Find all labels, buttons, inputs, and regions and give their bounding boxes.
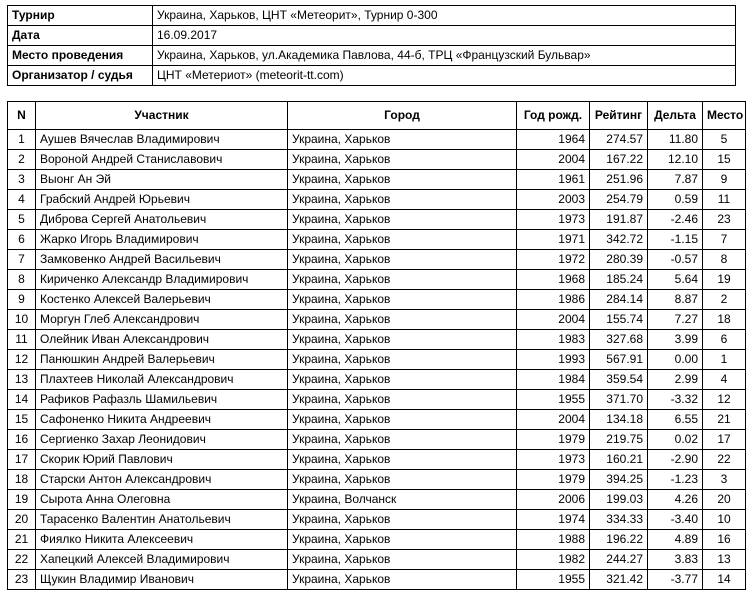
cell-participant: Рафиков Рафазль Шамильевич <box>36 390 288 410</box>
cell-participant: Щукин Владимир Иванович <box>36 570 288 590</box>
tournament-info-table <box>7 5 736 86</box>
table-row <box>8 170 746 190</box>
cell-number: 16 <box>8 430 36 450</box>
cell-birth-year: 1961 <box>517 170 590 190</box>
cell-participant: Моргун Глеб Александрович <box>36 310 288 330</box>
table-row <box>8 390 746 410</box>
info-value: Украина, Харьков, ул.Академика Павлова, 44-б, ТРЦ «Французский Бульвар» <box>153 46 736 66</box>
cell-number: 4 <box>8 190 36 210</box>
table-row <box>8 510 746 530</box>
cell-delta: 2.99 <box>648 370 703 390</box>
col-header-city: Город <box>288 102 517 130</box>
info-label: Турнир <box>8 6 153 26</box>
info-row <box>8 6 736 26</box>
cell-city: Украина, Харьков <box>288 190 517 210</box>
cell-participant: Плахтеев Николай Александрович <box>36 370 288 390</box>
cell-participant: Вороной Андрей Станиславович <box>36 150 288 170</box>
cell-delta: 4.89 <box>648 530 703 550</box>
cell-city: Украина, Харьков <box>288 290 517 310</box>
col-header-n: N <box>8 102 36 130</box>
cell-rating: 254.79 <box>590 190 648 210</box>
cell-city: Украина, Харьков <box>288 390 517 410</box>
cell-city: Украина, Харьков <box>288 130 517 150</box>
cell-birth-year: 2004 <box>517 150 590 170</box>
cell-place: 5 <box>703 130 746 150</box>
cell-city: Украина, Харьков <box>288 470 517 490</box>
cell-rating: 284.14 <box>590 290 648 310</box>
cell-birth-year: 2006 <box>517 490 590 510</box>
cell-number: 14 <box>8 390 36 410</box>
cell-place: 22 <box>703 450 746 470</box>
cell-birth-year: 1979 <box>517 430 590 450</box>
cell-birth-year: 1968 <box>517 270 590 290</box>
cell-number: 1 <box>8 130 36 150</box>
cell-rating: 280.39 <box>590 250 648 270</box>
cell-rating: 160.21 <box>590 450 648 470</box>
cell-delta: -3.77 <box>648 570 703 590</box>
cell-place: 18 <box>703 310 746 330</box>
cell-birth-year: 1973 <box>517 450 590 470</box>
cell-delta: 0.00 <box>648 350 703 370</box>
cell-birth-year: 1986 <box>517 290 590 310</box>
cell-city: Украина, Харьков <box>288 570 517 590</box>
cell-delta: 0.02 <box>648 430 703 450</box>
cell-number: 22 <box>8 550 36 570</box>
cell-number: 19 <box>8 490 36 510</box>
col-header-rating: Рейтинг <box>590 102 648 130</box>
cell-number: 21 <box>8 530 36 550</box>
cell-participant: Сырота Анна Олеговна <box>36 490 288 510</box>
table-row <box>8 150 746 170</box>
table-row <box>8 470 746 490</box>
cell-rating: 342.72 <box>590 230 648 250</box>
results-table <box>7 101 746 590</box>
cell-birth-year: 2004 <box>517 410 590 430</box>
cell-delta: 5.64 <box>648 270 703 290</box>
results-header <box>8 102 746 130</box>
cell-birth-year: 1974 <box>517 510 590 530</box>
cell-birth-year: 2004 <box>517 310 590 330</box>
cell-place: 21 <box>703 410 746 430</box>
table-row <box>8 290 746 310</box>
cell-place: 20 <box>703 490 746 510</box>
cell-delta: 0.59 <box>648 190 703 210</box>
cell-participant: Тарасенко Валентин Анатольевич <box>36 510 288 530</box>
cell-rating: 199.03 <box>590 490 648 510</box>
info-row <box>8 46 736 66</box>
cell-rating: 196.22 <box>590 530 648 550</box>
table-row <box>8 270 746 290</box>
cell-birth-year: 1982 <box>517 550 590 570</box>
cell-place: 16 <box>703 530 746 550</box>
cell-city: Украина, Харьков <box>288 350 517 370</box>
cell-city: Украина, Харьков <box>288 510 517 530</box>
cell-place: 12 <box>703 390 746 410</box>
cell-place: 19 <box>703 270 746 290</box>
cell-delta: 3.99 <box>648 330 703 350</box>
cell-place: 2 <box>703 290 746 310</box>
info-value: Украина, Харьков, ЦНТ «Метеорит», Турнир 0-300 <box>153 6 736 26</box>
header-row <box>8 102 746 130</box>
cell-number: 2 <box>8 150 36 170</box>
cell-number: 10 <box>8 310 36 330</box>
cell-delta: -1.23 <box>648 470 703 490</box>
cell-delta: -0.57 <box>648 250 703 270</box>
table-row <box>8 450 746 470</box>
cell-participant: Сафоненко Никита Андреевич <box>36 410 288 430</box>
col-header-year: Год рожд. <box>517 102 590 130</box>
cell-birth-year: 1984 <box>517 370 590 390</box>
cell-city: Украина, Харьков <box>288 430 517 450</box>
info-row <box>8 66 736 86</box>
cell-birth-year: 2003 <box>517 190 590 210</box>
table-row <box>8 550 746 570</box>
cell-place: 7 <box>703 230 746 250</box>
cell-place: 10 <box>703 510 746 530</box>
cell-rating: 134.18 <box>590 410 648 430</box>
cell-rating: 371.70 <box>590 390 648 410</box>
cell-place: 1 <box>703 350 746 370</box>
cell-place: 8 <box>703 250 746 270</box>
cell-rating: 334.33 <box>590 510 648 530</box>
cell-place: 4 <box>703 370 746 390</box>
cell-participant: Панюшкин Андрей Валерьевич <box>36 350 288 370</box>
cell-city: Украина, Харьков <box>288 210 517 230</box>
cell-birth-year: 1993 <box>517 350 590 370</box>
cell-number: 9 <box>8 290 36 310</box>
col-header-place: Место <box>703 102 746 130</box>
cell-birth-year: 1964 <box>517 130 590 150</box>
cell-city: Украина, Харьков <box>288 410 517 430</box>
cell-city: Украина, Волчанск <box>288 490 517 510</box>
cell-rating: 191.87 <box>590 210 648 230</box>
cell-city: Украина, Харьков <box>288 310 517 330</box>
table-row <box>8 210 746 230</box>
tournament-info-body <box>8 6 736 86</box>
col-header-name: Участник <box>36 102 288 130</box>
cell-place: 9 <box>703 170 746 190</box>
cell-city: Украина, Харьков <box>288 170 517 190</box>
cell-place: 6 <box>703 330 746 350</box>
cell-rating: 185.24 <box>590 270 648 290</box>
table-row <box>8 330 746 350</box>
table-row <box>8 490 746 510</box>
cell-rating: 219.75 <box>590 430 648 450</box>
cell-place: 15 <box>703 150 746 170</box>
cell-rating: 251.96 <box>590 170 648 190</box>
cell-city: Украина, Харьков <box>288 330 517 350</box>
cell-rating: 359.54 <box>590 370 648 390</box>
cell-participant: Аушев Вячеслав Владимирович <box>36 130 288 150</box>
cell-participant: Диброва Сергей Анатольевич <box>36 210 288 230</box>
cell-birth-year: 1979 <box>517 470 590 490</box>
cell-city: Украина, Харьков <box>288 370 517 390</box>
cell-birth-year: 1971 <box>517 230 590 250</box>
cell-place: 17 <box>703 430 746 450</box>
info-label: Дата <box>8 26 153 46</box>
cell-place: 13 <box>703 550 746 570</box>
table-row <box>8 370 746 390</box>
cell-number: 8 <box>8 270 36 290</box>
cell-birth-year: 1972 <box>517 250 590 270</box>
cell-place: 23 <box>703 210 746 230</box>
cell-number: 6 <box>8 230 36 250</box>
cell-rating: 394.25 <box>590 470 648 490</box>
cell-city: Украина, Харьков <box>288 530 517 550</box>
cell-number: 13 <box>8 370 36 390</box>
cell-city: Украина, Харьков <box>288 550 517 570</box>
cell-birth-year: 1983 <box>517 330 590 350</box>
results-body <box>8 130 746 590</box>
cell-number: 15 <box>8 410 36 430</box>
cell-participant: Сергиенко Захар Леонидович <box>36 430 288 450</box>
cell-participant: Жарко Игорь Владимирович <box>36 230 288 250</box>
cell-rating: 321.42 <box>590 570 648 590</box>
cell-delta: 11.80 <box>648 130 703 150</box>
cell-number: 20 <box>8 510 36 530</box>
cell-participant: Грабский Андрей Юрьевич <box>36 190 288 210</box>
info-row <box>8 26 736 46</box>
cell-number: 23 <box>8 570 36 590</box>
cell-participant: Фиялко Никита Алексеевич <box>36 530 288 550</box>
cell-rating: 567.91 <box>590 350 648 370</box>
cell-delta: 3.83 <box>648 550 703 570</box>
cell-participant: Старски Антон Александрович <box>36 470 288 490</box>
table-row <box>8 410 746 430</box>
table-row <box>8 310 746 330</box>
cell-participant: Кириченко Александр Владимирович <box>36 270 288 290</box>
table-row <box>8 130 746 150</box>
cell-delta: 4.26 <box>648 490 703 510</box>
cell-birth-year: 1955 <box>517 570 590 590</box>
cell-city: Украина, Харьков <box>288 270 517 290</box>
table-row <box>8 250 746 270</box>
cell-number: 17 <box>8 450 36 470</box>
cell-rating: 167.22 <box>590 150 648 170</box>
col-header-delta: Дельта <box>648 102 703 130</box>
cell-place: 11 <box>703 190 746 210</box>
table-row <box>8 190 746 210</box>
cell-number: 5 <box>8 210 36 230</box>
cell-delta: 7.27 <box>648 310 703 330</box>
cell-delta: -2.46 <box>648 210 703 230</box>
cell-rating: 327.68 <box>590 330 648 350</box>
info-value: ЦНТ «Метериот» (meteorit-tt.com) <box>153 66 736 86</box>
cell-participant: Скорик Юрий Павлович <box>36 450 288 470</box>
cell-city: Украина, Харьков <box>288 450 517 470</box>
info-label: Организатор / судья <box>8 66 153 86</box>
cell-delta: 8.87 <box>648 290 703 310</box>
cell-birth-year: 1955 <box>517 390 590 410</box>
cell-delta: -1.15 <box>648 230 703 250</box>
cell-delta: -3.40 <box>648 510 703 530</box>
cell-rating: 155.74 <box>590 310 648 330</box>
cell-city: Украина, Харьков <box>288 150 517 170</box>
cell-number: 7 <box>8 250 36 270</box>
table-row <box>8 570 746 590</box>
cell-number: 11 <box>8 330 36 350</box>
cell-rating: 244.27 <box>590 550 648 570</box>
cell-birth-year: 1973 <box>517 210 590 230</box>
cell-participant: Выонг Ан Эй <box>36 170 288 190</box>
cell-city: Украина, Харьков <box>288 230 517 250</box>
cell-delta: 6.55 <box>648 410 703 430</box>
cell-participant: Хапецкий Алексей Владимирович <box>36 550 288 570</box>
cell-participant: Олейник Иван Александрович <box>36 330 288 350</box>
cell-number: 18 <box>8 470 36 490</box>
cell-number: 3 <box>8 170 36 190</box>
table-row <box>8 530 746 550</box>
cell-participant: Замковенко Андрей Васильевич <box>36 250 288 270</box>
info-value: 16.09.2017 <box>153 26 736 46</box>
table-row <box>8 350 746 370</box>
cell-number: 12 <box>8 350 36 370</box>
cell-place: 3 <box>703 470 746 490</box>
table-row <box>8 230 746 250</box>
cell-delta: -2.90 <box>648 450 703 470</box>
cell-rating: 274.57 <box>590 130 648 150</box>
cell-place: 14 <box>703 570 746 590</box>
cell-participant: Костенко Алексей Валерьевич <box>36 290 288 310</box>
info-label: Место проведения <box>8 46 153 66</box>
cell-delta: -3.32 <box>648 390 703 410</box>
cell-city: Украина, Харьков <box>288 250 517 270</box>
table-row <box>8 430 746 450</box>
cell-birth-year: 1988 <box>517 530 590 550</box>
cell-delta: 12.10 <box>648 150 703 170</box>
cell-delta: 7.87 <box>648 170 703 190</box>
